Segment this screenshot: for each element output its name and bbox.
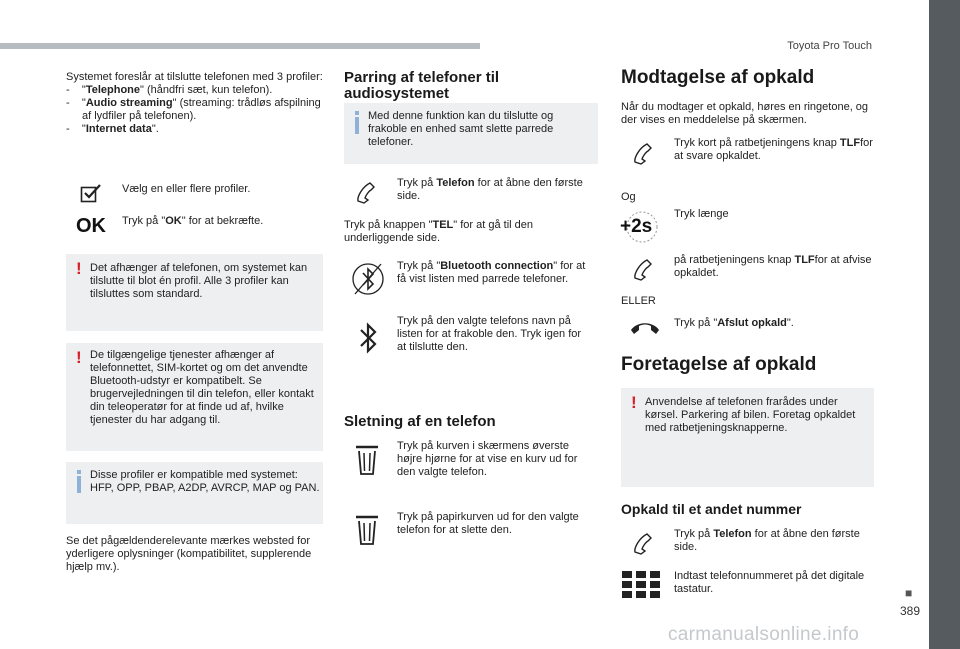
header-title: Toyota Pro Touch: [787, 40, 872, 52]
step-enter-number: Indtast telefonnummeret på det digitale tastatur.: [674, 570, 865, 595]
step-tel-button: Tryk på knappen "TEL" for at gå til den underliggende side.: [344, 219, 534, 244]
profile-telephone: - "Telephone" (håndfri sæt, kun telefon).: [66, 84, 273, 96]
section-title-other-number: Opkald til et andet nummer: [621, 501, 802, 517]
page-marker: ■: [905, 586, 913, 600]
profile-internet: - "Internet data".: [66, 123, 159, 135]
step-ok: Tryk på "OK" for at bekræfte.: [122, 215, 264, 227]
plus-2s-label: +2s: [620, 216, 653, 237]
profiles-intro: [66, 71, 328, 136]
warning-icon: !: [76, 348, 82, 367]
step-bluetooth-connection: Tryk på "Bluetooth connection" for at få vist listen med parrede telefoner.: [397, 260, 586, 285]
checkbox-icon: [80, 183, 102, 203]
label-eller: ELLER: [621, 295, 656, 307]
section-title-receive: Modtagelse af opkald: [621, 67, 815, 88]
phone-icon: [631, 530, 657, 556]
phone-icon: [631, 256, 657, 282]
warning-box-driving: [621, 388, 874, 487]
intro-text: Systemet foreslår at tilslutte telefonen med 3 profiler:: [66, 71, 323, 83]
profile-audio: - "Audio streaming" (streaming: trådløs afspilning af lydfiler på telefonen).: [66, 97, 321, 122]
info-icon: [77, 476, 81, 493]
page-number: 389: [900, 604, 921, 618]
watermark: carmanualsonline.info: [668, 624, 860, 645]
section-title-pairing: Parring af telefoner til audiosystemet: [344, 69, 500, 102]
info-text: Disse profiler er kompatible med systemet: HFP, OPP, PBAP, A2DP, AVRCP, MAP og PAN.: [90, 469, 320, 494]
step-delete-phone: Tryk på papirkurven ud for den valgte telefon for at slette den.: [397, 511, 579, 536]
receive-intro: Når du modtager et opkald, høres en ringetone, og der vises en meddelelse på skærmen.: [621, 101, 869, 126]
warning-icon: !: [76, 259, 82, 278]
info-text: Med denne funktion kan du tilslutte og frakoble en enhed samt slette parrede telefoner.: [368, 110, 554, 148]
phone-icon: [631, 140, 657, 166]
hang-up-icon: [629, 316, 661, 338]
step-select-profiles: Vælg en eller flere profiler.: [122, 183, 251, 195]
outro-text: Se det pågældenderelevante mærkes websted for yderligere oplysninger (kompatibilitet, supplerende hjælp mv.).: [66, 535, 312, 573]
ok-icon: OK: [76, 215, 106, 237]
section-title-make-call: Foretagelse af opkald: [621, 354, 817, 375]
step-long-press: Tryk længe: [674, 208, 729, 220]
top-rule: [0, 43, 480, 49]
bluetooth-icon: [357, 320, 379, 356]
phone-icon: [354, 179, 380, 205]
warning-box-profiles: [66, 254, 323, 331]
step-open-phone: Tryk på Telefon for at åbne den første side.: [397, 177, 583, 202]
side-strip: [929, 0, 960, 649]
step-show-trash: Tryk på kurven i skærmens øverste højre hjørne for at vise en kurv ud for den valgte telefon.: [397, 440, 578, 478]
info-box-profiles: [66, 462, 323, 524]
long-press-icon: [620, 210, 660, 244]
step-end-call: Tryk på "Afslut opkald".: [674, 317, 794, 329]
step-open-phone-page: Tryk på Telefon for at åbne den første side.: [674, 528, 860, 553]
bluetooth-search-icon: [351, 260, 385, 298]
step-answer-call: Tryk kort på ratbetjeningens knap TLFfor at svare opkaldet.: [674, 137, 873, 162]
label-og: Og: [621, 191, 636, 203]
step-toggle-connection: Tryk på den valgte telefons navn på listen for at frakoble den. Tryk igen for at tilslutte den.: [397, 315, 582, 353]
keypad-icon: [622, 571, 660, 598]
warning-text: Anvendelse af telefonen frarådes under kørsel. Parkering af bilen. Foretag opkaldet med ratbetjeningsknapperne.: [645, 396, 856, 434]
warning-icon: !: [631, 393, 637, 412]
warning-text: Det afhænger af telefonen, om systemet kan tilslutte til blot én profil. Alle 3 profiler kan tilsluttes som standard.: [90, 262, 308, 300]
section-title-delete: Sletning af en telefon: [344, 413, 496, 430]
warning-box-services: [66, 343, 323, 451]
info-icon: [355, 117, 359, 134]
warning-text: De tilgængelige tjenester afhænger af telefonnettet, SIM-kortet og om det anvendte Bluetooth-udstyr er kompatibelt. Se brugervejledningen til din telefon, eller kontakt din teleoperatør for at finde ud af, hvilke tjenester du har adgang til.: [90, 349, 314, 426]
trash-icon: [355, 444, 379, 476]
info-box-pairing: [344, 103, 598, 164]
trash-icon: [355, 514, 379, 546]
step-reject-call: på ratbetjeningens knap TLFfor at afvise opkaldet.: [674, 254, 872, 279]
